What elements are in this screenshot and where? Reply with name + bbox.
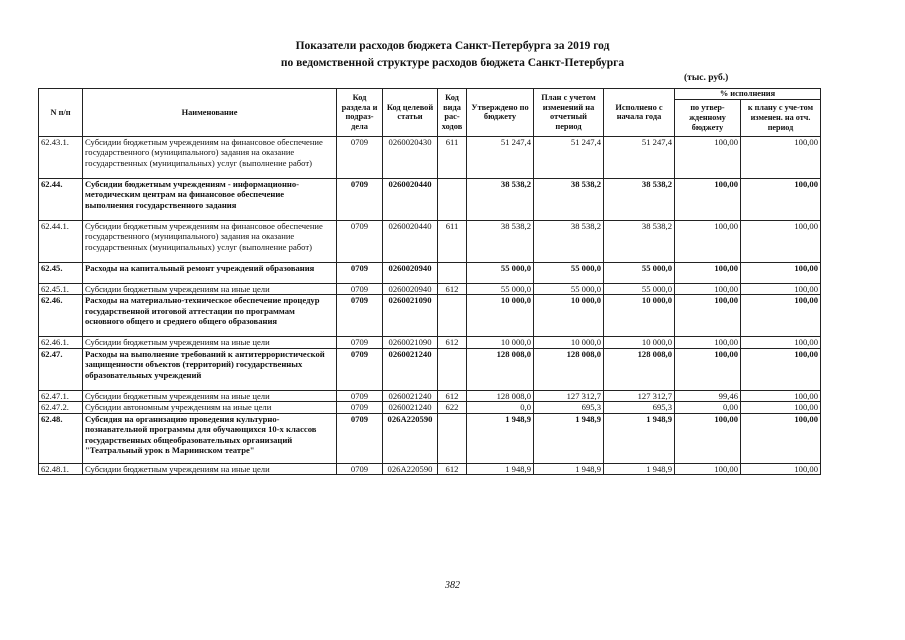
row-pct-approved: 100,00 bbox=[675, 136, 741, 178]
row-done: 51 247,4 bbox=[604, 136, 675, 178]
row-pct-plan: 100,00 bbox=[741, 295, 821, 337]
row-plan: 128 008,0 bbox=[534, 348, 604, 390]
row-done: 10 000,0 bbox=[604, 337, 675, 349]
row-approved: 10 000,0 bbox=[467, 295, 534, 337]
row-target: 026А220590 bbox=[383, 413, 438, 463]
row-section: 0709 bbox=[337, 136, 383, 178]
row-approved: 10 000,0 bbox=[467, 337, 534, 349]
row-approved: 0,0 bbox=[467, 402, 534, 414]
row-done: 10 000,0 bbox=[604, 295, 675, 337]
row-name: Субсидия на организацию проведения культурно-познавательной программы для обучающихся 10-х классов государственных общеобразовательных организаций "Театральный урок в Мариинском театре" bbox=[83, 413, 337, 463]
row-target: 0260021240 bbox=[383, 348, 438, 390]
row-done: 55 000,0 bbox=[604, 283, 675, 295]
row-approved: 1 948,9 bbox=[467, 413, 534, 463]
row-section: 0709 bbox=[337, 220, 383, 262]
table-row bbox=[39, 348, 821, 390]
budget-table bbox=[38, 88, 821, 475]
row-plan: 51 247,4 bbox=[534, 136, 604, 178]
row-pct-approved: 99,46 bbox=[675, 390, 741, 402]
row-approved: 38 538,2 bbox=[467, 178, 534, 220]
row-num: 62.46. bbox=[39, 295, 83, 337]
row-type bbox=[438, 178, 467, 220]
row-pct-approved: 100,00 bbox=[675, 413, 741, 463]
table-row bbox=[39, 136, 821, 178]
row-approved: 51 247,4 bbox=[467, 136, 534, 178]
row-pct-approved: 100,00 bbox=[675, 262, 741, 283]
row-num: 62.44.1. bbox=[39, 220, 83, 262]
row-num: 62.47.2. bbox=[39, 402, 83, 414]
row-approved: 55 000,0 bbox=[467, 262, 534, 283]
table-row bbox=[39, 295, 821, 337]
row-plan: 1 948,9 bbox=[534, 463, 604, 475]
header-approved: Утверждено по бюджету bbox=[467, 89, 534, 137]
row-pct-approved: 100,00 bbox=[675, 463, 741, 475]
row-type: 612 bbox=[438, 463, 467, 475]
row-plan: 127 312,7 bbox=[534, 390, 604, 402]
row-done: 1 948,9 bbox=[604, 413, 675, 463]
row-approved: 128 008,0 bbox=[467, 348, 534, 390]
row-name: Субсидии бюджетным учреждениям на финансовое обеспечение государственного (муниципального) задания на оказание государственных (муниципальных) услуг (выполнение работ) bbox=[83, 220, 337, 262]
row-section: 0709 bbox=[337, 295, 383, 337]
row-type: 612 bbox=[438, 337, 467, 349]
row-done: 38 538,2 bbox=[604, 220, 675, 262]
header-num: N п/п bbox=[39, 89, 83, 137]
row-pct-approved: 100,00 bbox=[675, 337, 741, 349]
table-row bbox=[39, 413, 821, 463]
row-name: Субсидии бюджетным учреждениям на иные цели bbox=[83, 463, 337, 475]
header-type: Код вида рас-ходов bbox=[438, 89, 467, 137]
row-approved: 1 948,9 bbox=[467, 463, 534, 475]
row-type: 612 bbox=[438, 283, 467, 295]
row-pct-plan: 100,00 bbox=[741, 463, 821, 475]
row-type: 612 bbox=[438, 390, 467, 402]
table-row bbox=[39, 390, 821, 402]
row-plan: 38 538,2 bbox=[534, 178, 604, 220]
row-pct-plan: 100,00 bbox=[741, 402, 821, 414]
table-row bbox=[39, 463, 821, 475]
row-plan: 695,3 bbox=[534, 402, 604, 414]
row-num: 62.48. bbox=[39, 413, 83, 463]
row-plan: 38 538,2 bbox=[534, 220, 604, 262]
header-pct-group: % исполнения bbox=[675, 89, 821, 100]
row-pct-plan: 100,00 bbox=[741, 178, 821, 220]
row-section: 0709 bbox=[337, 337, 383, 349]
row-type bbox=[438, 262, 467, 283]
row-name: Субсидии бюджетным учреждениям на иные цели bbox=[83, 337, 337, 349]
row-target: 0260020430 bbox=[383, 136, 438, 178]
row-target: 0260020440 bbox=[383, 178, 438, 220]
row-pct-approved: 100,00 bbox=[675, 348, 741, 390]
row-num: 62.43.1. bbox=[39, 136, 83, 178]
row-target: 0260021240 bbox=[383, 402, 438, 414]
row-plan: 10 000,0 bbox=[534, 295, 604, 337]
row-done: 695,3 bbox=[604, 402, 675, 414]
row-section: 0709 bbox=[337, 390, 383, 402]
row-done: 38 538,2 bbox=[604, 178, 675, 220]
row-section: 0709 bbox=[337, 413, 383, 463]
table-row bbox=[39, 283, 821, 295]
row-section: 0709 bbox=[337, 348, 383, 390]
header-plan: План с учетом изменений на отчетный период bbox=[534, 89, 604, 137]
row-pct-plan: 100,00 bbox=[741, 136, 821, 178]
row-pct-approved: 0,00 bbox=[675, 402, 741, 414]
table-row bbox=[39, 337, 821, 349]
row-name: Субсидии автономным учреждениям на иные цели bbox=[83, 402, 337, 414]
header-section: Код раздела и подраз-дела bbox=[337, 89, 383, 137]
row-plan: 1 948,9 bbox=[534, 413, 604, 463]
row-num: 62.48.1. bbox=[39, 463, 83, 475]
row-approved: 55 000,0 bbox=[467, 283, 534, 295]
row-pct-plan: 100,00 bbox=[741, 390, 821, 402]
row-pct-approved: 100,00 bbox=[675, 178, 741, 220]
row-target: 0260021240 bbox=[383, 390, 438, 402]
header-done: Исполнено с начала года bbox=[604, 89, 675, 137]
row-num: 62.47. bbox=[39, 348, 83, 390]
row-type bbox=[438, 413, 467, 463]
row-type: 611 bbox=[438, 220, 467, 262]
row-pct-plan: 100,00 bbox=[741, 348, 821, 390]
header-name: Наименование bbox=[83, 89, 337, 137]
row-name: Субсидии бюджетным учреждениям на иные цели bbox=[83, 390, 337, 402]
row-num: 62.45.1. bbox=[39, 283, 83, 295]
row-target: 0260020940 bbox=[383, 262, 438, 283]
row-name: Расходы на выполнение требований к антитеррористической защищенности объектов (территорий) государственных образовательных учреждений bbox=[83, 348, 337, 390]
report-title-line2: по ведомственной структуре расходов бюджета Санкт-Петербурга bbox=[280, 57, 625, 69]
table-row bbox=[39, 262, 821, 283]
row-section: 0709 bbox=[337, 283, 383, 295]
header-pct-approved: по утвер-жденному бюджету bbox=[675, 99, 741, 136]
row-name: Субсидии бюджетным учреждениям на иные цели bbox=[83, 283, 337, 295]
row-pct-plan: 100,00 bbox=[741, 283, 821, 295]
row-type: 622 bbox=[438, 402, 467, 414]
row-type: 611 bbox=[438, 136, 467, 178]
row-pct-plan: 100,00 bbox=[741, 220, 821, 262]
row-name: Расходы на материально-техническое обеспечение процедур государственной итоговой аттестации по программам основного общего и среднего общего образования bbox=[83, 295, 337, 337]
row-type bbox=[438, 348, 467, 390]
row-pct-plan: 100,00 bbox=[741, 413, 821, 463]
row-num: 62.45. bbox=[39, 262, 83, 283]
row-approved: 128 008,0 bbox=[467, 390, 534, 402]
row-section: 0709 bbox=[337, 463, 383, 475]
row-done: 127 312,7 bbox=[604, 390, 675, 402]
row-done: 128 008,0 bbox=[604, 348, 675, 390]
row-section: 0709 bbox=[337, 402, 383, 414]
row-pct-approved: 100,00 bbox=[675, 283, 741, 295]
row-name: Расходы на капитальный ремонт учреждений образования bbox=[83, 262, 337, 283]
row-target: 0260021090 bbox=[383, 337, 438, 349]
row-plan: 10 000,0 bbox=[534, 337, 604, 349]
row-section: 0709 bbox=[337, 178, 383, 220]
row-pct-plan: 100,00 bbox=[741, 337, 821, 349]
row-name: Субсидии бюджетным учреждениям - информационно-методическим центрам на финансовое обеспечение выполнения государственного задания bbox=[83, 178, 337, 220]
row-done: 55 000,0 bbox=[604, 262, 675, 283]
row-target: 026А220590 bbox=[383, 463, 438, 475]
table-row bbox=[39, 220, 821, 262]
table-row bbox=[39, 402, 821, 414]
report-title-line1: Показатели расходов бюджета Санкт-Петербурга за 2019 год bbox=[295, 40, 610, 52]
row-num: 62.47.1. bbox=[39, 390, 83, 402]
row-num: 62.44. bbox=[39, 178, 83, 220]
row-section: 0709 bbox=[337, 262, 383, 283]
row-pct-plan: 100,00 bbox=[741, 262, 821, 283]
units-label: (тыс. руб.) bbox=[684, 73, 729, 83]
table-row bbox=[39, 178, 821, 220]
row-target: 0260020940 bbox=[383, 283, 438, 295]
row-plan: 55 000,0 bbox=[534, 283, 604, 295]
header-target: Код целевой статьи bbox=[383, 89, 438, 137]
row-plan: 55 000,0 bbox=[534, 262, 604, 283]
row-pct-approved: 100,00 bbox=[675, 220, 741, 262]
row-target: 0260020440 bbox=[383, 220, 438, 262]
row-pct-approved: 100,00 bbox=[675, 295, 741, 337]
page-number: 382 bbox=[445, 580, 460, 591]
row-type bbox=[438, 295, 467, 337]
row-name: Субсидии бюджетным учреждениям на финансовое обеспечение государственного (муниципального) задания на оказание государственных (муниципальных) услуг (выполнение работ) bbox=[83, 136, 337, 178]
header-pct-plan: к плану с уче-том изменен. на отч. период bbox=[741, 99, 821, 136]
row-done: 1 948,9 bbox=[604, 463, 675, 475]
row-num: 62.46.1. bbox=[39, 337, 83, 349]
row-approved: 38 538,2 bbox=[467, 220, 534, 262]
row-target: 0260021090 bbox=[383, 295, 438, 337]
